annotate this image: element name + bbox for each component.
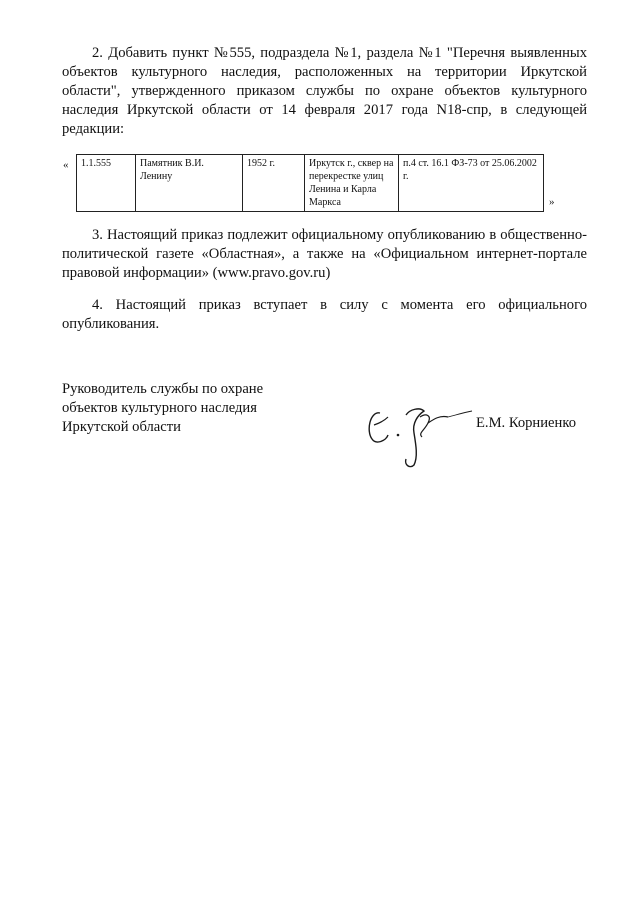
table-open-quote: « (63, 159, 69, 171)
signatory-title-line-1: Руководитель службы по охране (62, 381, 264, 397)
signatory-title-line-3: Иркутской области (62, 419, 181, 435)
signatory-name: Е.М. Корниенко (476, 415, 576, 431)
paragraph-item-4-text: 4. Настоящий приказ вступает в силу с момента его официального опубликования. (62, 297, 587, 332)
cell-number: 1.1.555 (77, 155, 136, 212)
cell-object-name: Памятник В.И. Ленину (136, 155, 243, 212)
paragraph-item-3-text: 3. Настоящий приказ подлежит официальному опубликованию в общественно-политической газете «Областная», а также на «Официальном интернет-портале правовой информации» (www.pravo.gov.ru) (62, 227, 587, 281)
table-row (77, 155, 544, 212)
cell-legal-basis: п.4 ст. 16.1 ФЗ-73 от 25.06.2002 г. (399, 155, 544, 212)
paragraph-item-2-text: 2. Добавить пункт №555, подраздела №1, раздела №1 "Перечня выявленных объектов культурного наследия, расположенных на территории Иркутской области", утвержденного приказом службы по охране объектов культурного наследия Иркутской области от 14 февраля 2017 года N18-спр, в следующей редакции: (62, 45, 587, 137)
table-close-quote: » (549, 196, 555, 208)
cell-year: 1952 г. (243, 155, 305, 212)
signatory-title-line-2: объектов культурного наследия (62, 400, 257, 416)
paragraph-item-3 (62, 226, 587, 283)
paragraph-item-2 (62, 44, 587, 139)
cell-location: Иркутск г., сквер на перекрестке улиц Ленина и Карла Маркса (305, 155, 399, 212)
signatory-title (62, 380, 263, 437)
paragraph-item-4 (62, 296, 587, 334)
handwritten-signature (362, 393, 482, 473)
object-entry-table (76, 154, 544, 212)
